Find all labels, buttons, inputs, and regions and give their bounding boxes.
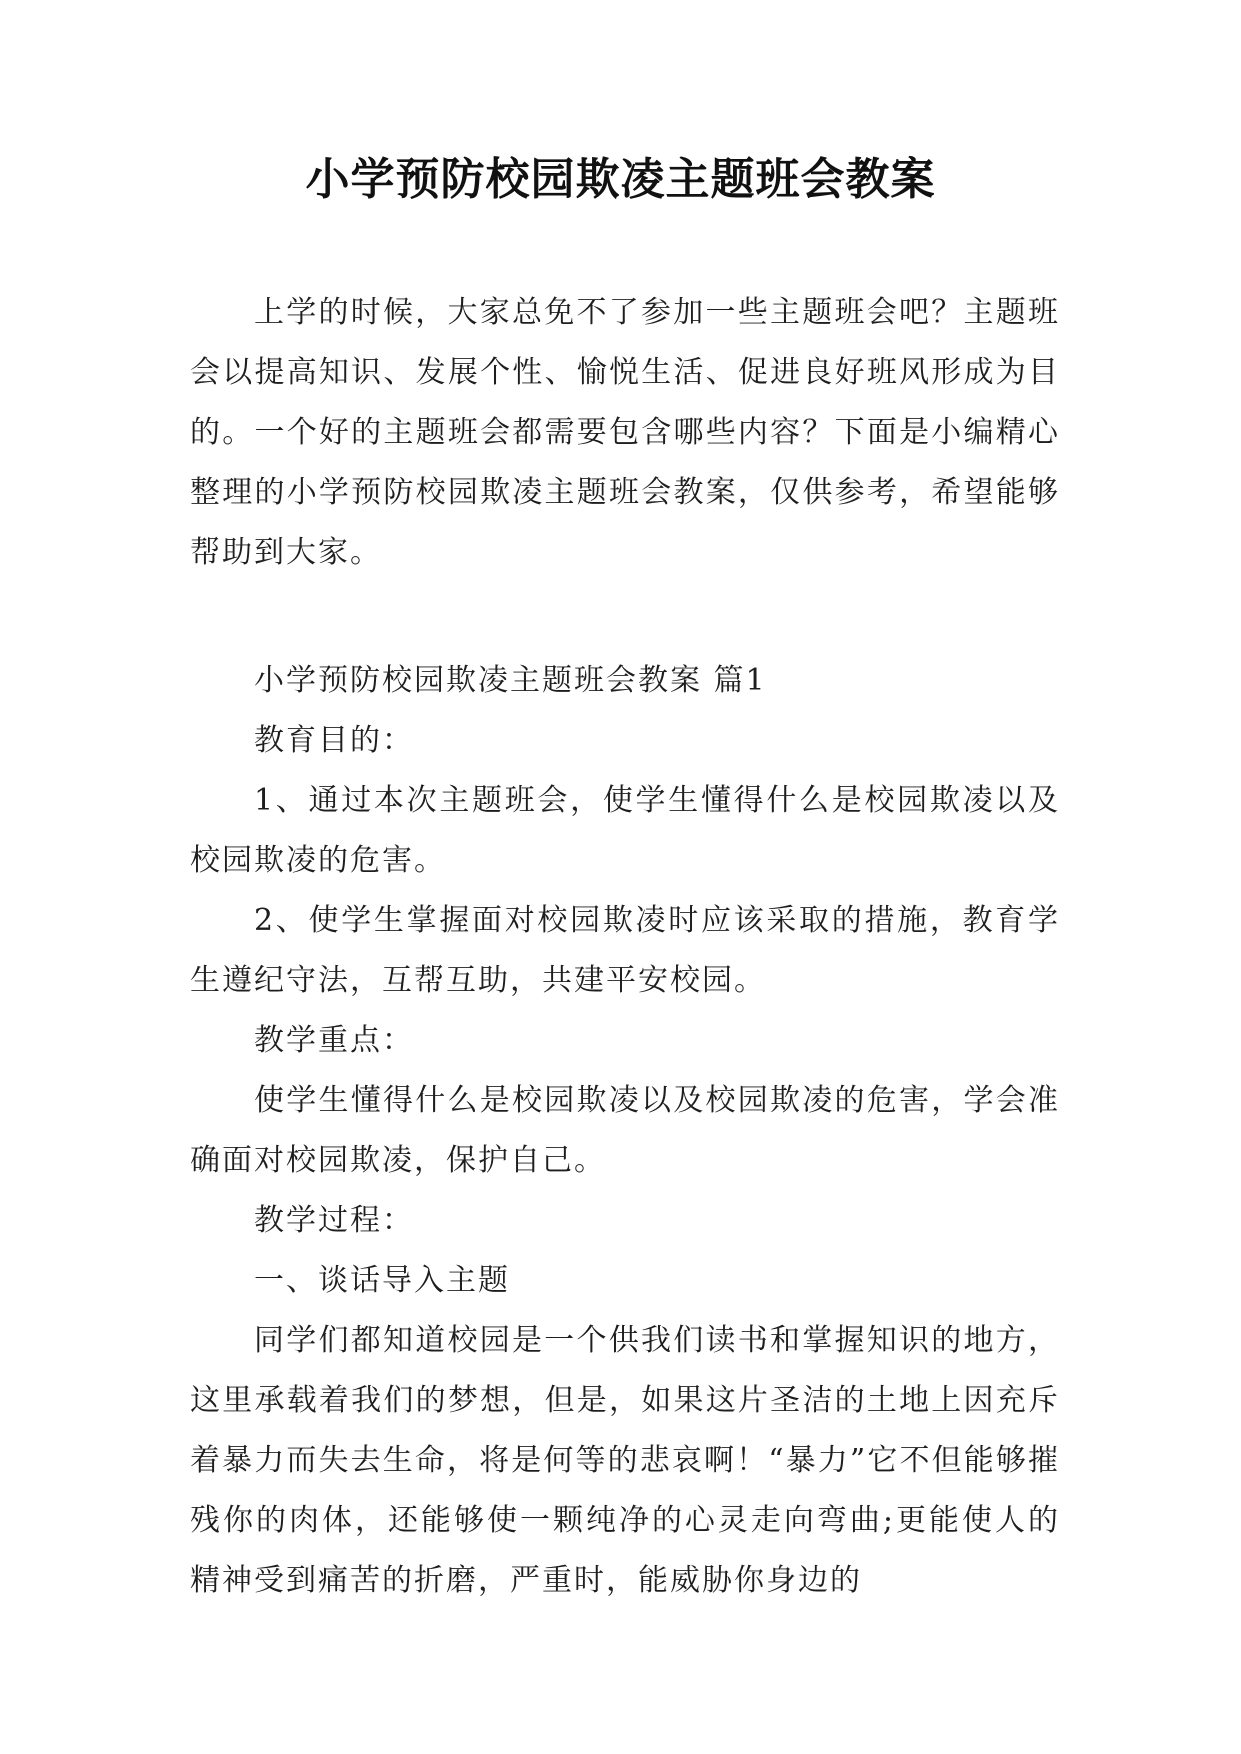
document-body [190,283,1060,1611]
paragraph-process-label: 教学过程： [254,1203,414,1238]
paragraph-step-1-heading: 一、谈话导入主题 [254,1263,510,1298]
paragraph-key-points-label: 教学重点： [254,1023,414,1058]
paragraph-goal-1: 1、通过本次主题班会，使学生懂得什么是校园欺凌以及校园欺凌的危害。 [190,783,1060,878]
paragraph-step-1-text: 同学们都知道校园是一个供我们读书和掌握知识的地方，这里承载着我们的梦想，但是，如果这片圣洁的土地上因充斥着暴力而失去生命，将是何等的悲哀啊！“暴力”它不但能够摧残你的肉体，还能够使一颗纯净的心灵走向弯曲;更能使人的精神受到痛苦的折磨，严重时，能威胁你身边的 [190,1323,1060,1598]
document-title: 小学预防校园欺凌主题班会教案 [305,154,936,205]
section-heading: 小学预防校园欺凌主题班会教案 篇1 [254,663,767,698]
paragraph-education-goal-label: 教育目的： [254,723,414,758]
paragraph-key-points: 使学生懂得什么是校园欺凌以及校园欺凌的危害，学会准确面对校园欺凌，保护自己。 [190,1083,1060,1178]
intro-paragraph: 上学的时候，大家总免不了参加一些主题班会吧？主题班会以提高知识、发展个性、愉悦生活、促进良好班风形成为目的。一个好的主题班会都需要包含哪些内容？下面是小编精心整理的小学预防校园欺凌主题班会教案，仅供参考，希望能够帮助到大家。 [190,295,1060,570]
paragraph-goal-2: 2、使学生掌握面对校园欺凌时应该采取的措施，教育学生遵纪守法，互帮互助，共建平安校园。 [190,903,1060,998]
paragraph-spacer [190,583,1060,651]
